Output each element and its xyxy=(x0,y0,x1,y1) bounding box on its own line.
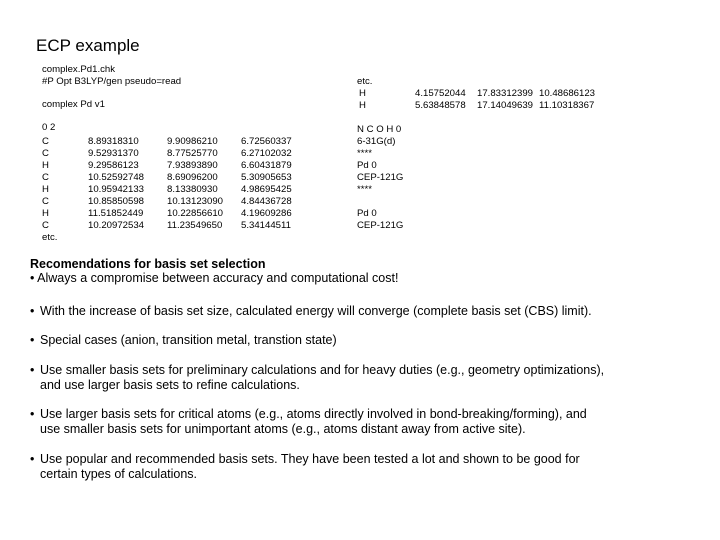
bullet-icon: • xyxy=(30,407,35,421)
bullet-text: With the increase of basis set size, calculated energy will converge (complete basis set (CBS) limit). xyxy=(40,304,592,318)
basis-line: **** xyxy=(357,148,372,159)
bullet-text-continued: and use larger basis sets to refine calculations. xyxy=(40,377,300,392)
basis-line: CEP-121G xyxy=(357,220,404,231)
title-line: complex Pd v1 xyxy=(42,99,105,110)
y-coord: 8.77525770 xyxy=(167,148,218,159)
basis-line: **** xyxy=(357,184,372,195)
bullet-icon: • xyxy=(30,452,35,466)
basis-line: Pd 0 xyxy=(357,208,377,219)
x-coord: 8.89318310 xyxy=(88,136,139,147)
z-coord: 5.34144511 xyxy=(241,220,291,231)
x-coord: 4.15752044 xyxy=(415,88,466,99)
x-coord: 10.95942133 xyxy=(88,184,145,195)
recommendations-section xyxy=(30,257,700,285)
z-coord: 4.19609286 xyxy=(241,208,292,219)
atom-symbol: H xyxy=(42,160,49,171)
atom-symbol: C xyxy=(42,136,49,147)
basis-line: 6-31G(d) xyxy=(357,136,396,147)
y-coord: 7.93893890 xyxy=(167,160,218,171)
bullet-text: Special cases (anion, transition metal, transtion state) xyxy=(40,333,337,347)
bullet-icon: • xyxy=(30,304,35,318)
x-coord: 9.52931370 xyxy=(88,148,139,159)
bullet-item xyxy=(30,333,700,348)
bullet-text: Use larger basis sets for critical atoms (e.g., atoms directly involved in bond-breaking/forming), and xyxy=(40,407,587,421)
y-coord: 10.13123090 xyxy=(167,196,224,207)
z-coord: 6.72560337 xyxy=(241,136,292,147)
y-coord: 10.22856610 xyxy=(167,208,224,219)
z-coord: 4.84436728 xyxy=(241,196,292,207)
y-coord: 17.83312399 xyxy=(477,88,534,99)
basis-line: Pd 0 xyxy=(357,160,377,171)
bullet-text-continued: certain types of calculations. xyxy=(40,466,198,481)
z-coord: 10.48686123 xyxy=(539,88,596,99)
x-coord: 10.85850598 xyxy=(88,196,145,207)
basis-line xyxy=(357,196,403,208)
atom-symbol: H xyxy=(42,208,49,219)
bullet-item xyxy=(30,363,700,392)
bullet-text: Use popular and recommended basis sets. They have been tested a lot and shown to be good for xyxy=(40,452,580,466)
atom-symbol: C xyxy=(42,196,49,207)
z-coord: 6.60431879 xyxy=(241,160,292,171)
z-coord: 11.10318367 xyxy=(539,100,595,111)
bullet-item xyxy=(30,452,700,481)
charge-multiplicity-line: 0 2 xyxy=(42,122,56,133)
z-coord: 5.30905653 xyxy=(241,172,292,183)
x-coord: 5.63848578 xyxy=(415,100,466,111)
y-coord: 9.90986210 xyxy=(167,136,218,147)
atom-symbol: C xyxy=(42,220,49,231)
checkpoint-line: complex.Pd1.chk xyxy=(42,64,116,75)
atom-symbol: H xyxy=(359,88,366,99)
z-coord: 4.98695425 xyxy=(241,184,292,195)
recommendations-heading: Recomendations for basis set selection xyxy=(30,257,266,271)
x-coord: 10.20972534 xyxy=(88,220,145,231)
x-coord: 9.29586123 xyxy=(88,160,139,171)
bullet-item xyxy=(30,407,700,436)
page-title: ECP example xyxy=(36,36,140,55)
atom-symbol: C xyxy=(42,148,49,159)
y-coord: 11.23549650 xyxy=(167,220,223,231)
input-header xyxy=(42,64,181,134)
bullet-text: Use smaller basis sets for preliminary calculations and for heavy duties (e.g., geometry optimizations), xyxy=(40,363,605,377)
z-coord: 6.27102032 xyxy=(241,148,292,159)
atom-symbol: C xyxy=(42,172,49,183)
bullet-icon: • xyxy=(30,333,35,347)
basis-line: CEP-121G xyxy=(357,172,404,183)
y-coord: 17.14049639 xyxy=(477,100,534,111)
atom-symbol: H xyxy=(42,184,49,195)
route-line: #P Opt B3LYP/gen pseudo=read xyxy=(42,76,182,87)
bullet-item xyxy=(30,304,700,319)
bullet-icon: • xyxy=(30,363,35,377)
bullet-text-continued: use smaller basis sets for unimportant atoms (e.g., atoms distant away from active site). xyxy=(40,421,526,436)
x-coord: 11.51852449 xyxy=(88,208,144,219)
atom-symbol: H xyxy=(359,100,366,111)
recommendations-intro: • Always a compromise between accuracy and computational cost! xyxy=(30,271,399,285)
basis-line: N C O H 0 xyxy=(357,124,402,135)
x-coord: 10.52592748 xyxy=(88,172,145,183)
y-coord: 8.69096200 xyxy=(167,172,218,183)
basis-set-block xyxy=(357,124,403,232)
y-coord: 8.13380930 xyxy=(167,184,218,195)
